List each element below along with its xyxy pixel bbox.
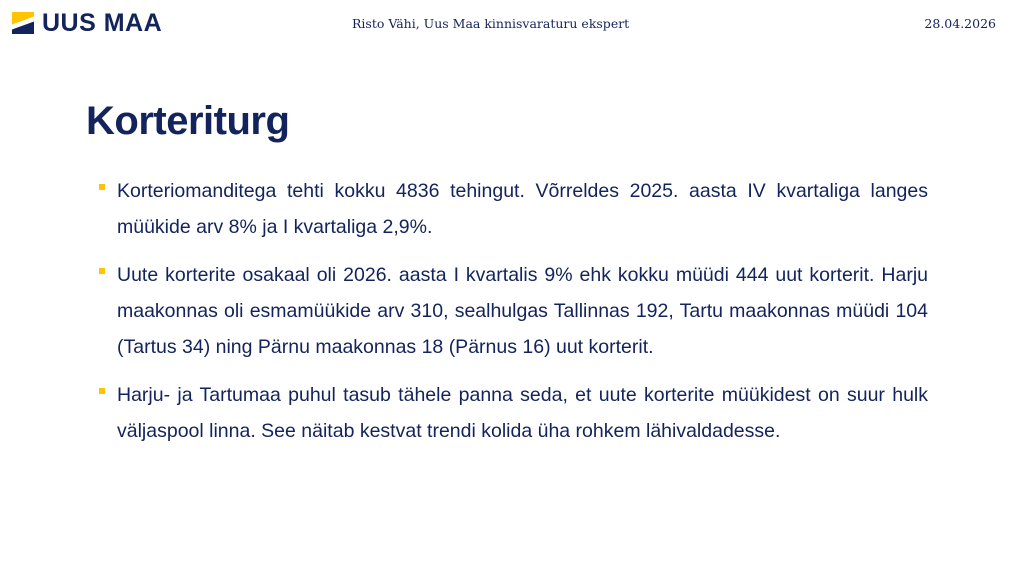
bullet-item [97, 257, 928, 365]
square-bullet-icon [99, 268, 105, 274]
company-logo [12, 9, 162, 37]
slide-title: Korteriturg [86, 99, 290, 143]
slide-header [0, 0, 1024, 40]
square-bullet-icon [99, 184, 105, 190]
logo-text: UUS MAA [42, 9, 163, 37]
bullet-list [97, 173, 928, 461]
bullet-item [97, 173, 928, 245]
header-author: Risto Vähi, Uus Maa kinnisvaraturu ekspert [352, 16, 630, 31]
square-bullet-icon [99, 388, 105, 394]
bullet-text: Harju- ja Tartumaa puhul tasub tähele panna seda, et uute korterite müükidest on suur hulk väljaspool linna. See näitab kestvat trendi kolida üha rohkem lähivaldadesse. [117, 384, 928, 442]
bullet-item [97, 377, 928, 449]
header-date: 28.04.2026 [924, 16, 996, 31]
bullet-text: Uute korterite osakaal oli 2026. aasta I kvartalis 9% ehk kokku müüdi 444 uut korterit. Harju maakonnas oli esmamüükide arv 310, sealhulgas Tallinnas 192, Tartu maakonnas müüdi 104 (Tartus 34) ning Pärnu maakonnas 18 (Pärnus 16) uut korterit. [117, 264, 928, 358]
uus-maa-logo-icon [12, 12, 34, 34]
bullet-text: Korteriomanditega tehti kokku 4836 tehingut. Võrreldes 2025. aasta IV kvartaliga langes müükide arv 8% ja I kvartaliga 2,9%. [117, 180, 928, 238]
